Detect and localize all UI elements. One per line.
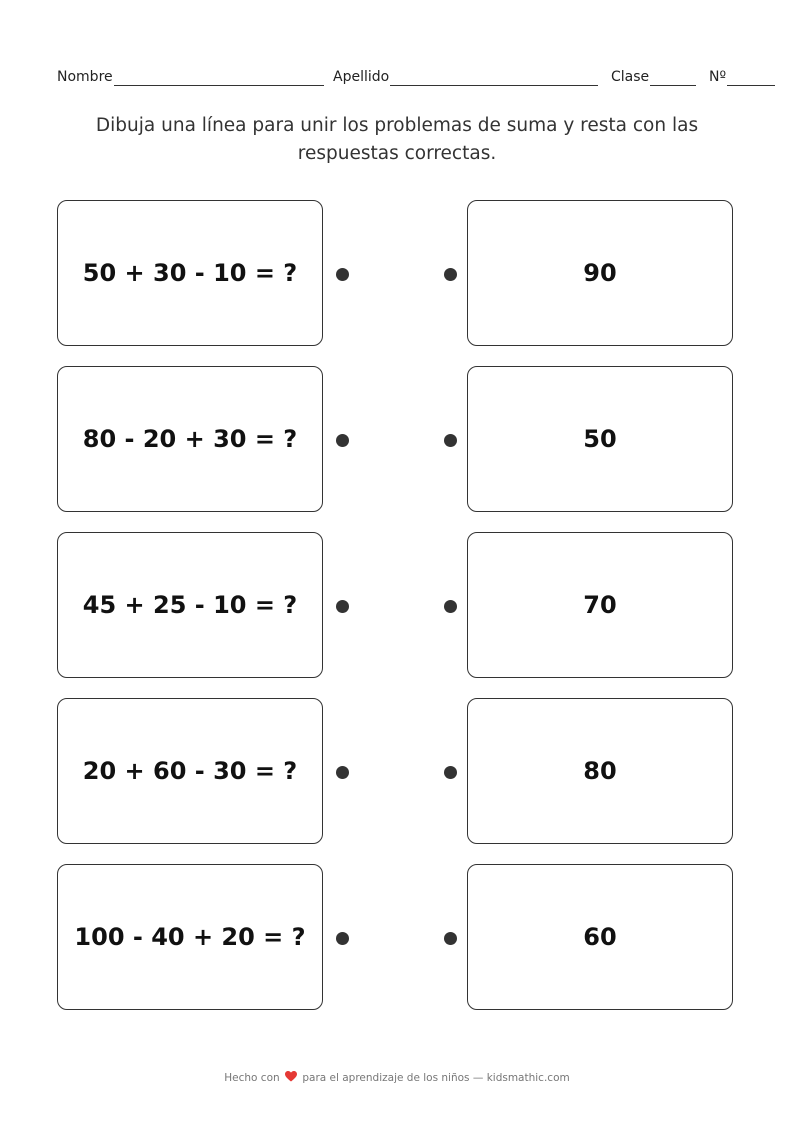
answer-dot[interactable] bbox=[444, 932, 457, 945]
number-label: Nº bbox=[709, 69, 727, 85]
footer-text-before: Hecho con bbox=[224, 1072, 280, 1084]
surname-label: Apellido bbox=[333, 69, 390, 85]
answer-card bbox=[467, 864, 733, 1010]
problem-dot[interactable] bbox=[336, 268, 349, 281]
surname-line[interactable] bbox=[390, 71, 598, 86]
answer-dot[interactable] bbox=[444, 766, 457, 779]
problem-card bbox=[57, 864, 323, 1010]
problem-card bbox=[57, 698, 323, 844]
answer-dot[interactable] bbox=[444, 268, 457, 281]
answer-card bbox=[467, 698, 733, 844]
class-line[interactable] bbox=[650, 71, 696, 86]
number-field bbox=[709, 68, 775, 86]
problem-card bbox=[57, 200, 323, 346]
heart-icon bbox=[285, 1071, 297, 1082]
problem-dot[interactable] bbox=[336, 766, 349, 779]
class-label: Clase bbox=[611, 69, 650, 85]
name-field bbox=[57, 68, 324, 86]
footer-text-after: para el aprendizaje de los niños — kidsmathic.com bbox=[302, 1072, 570, 1084]
answer-card bbox=[467, 200, 733, 346]
answer-text: 50 bbox=[583, 425, 617, 453]
number-line[interactable] bbox=[727, 71, 775, 86]
surname-field bbox=[333, 68, 598, 86]
name-line[interactable] bbox=[114, 71, 324, 86]
answer-text: 90 bbox=[583, 259, 617, 287]
problem-dot[interactable] bbox=[336, 434, 349, 447]
problem-text: 80 - 20 + 30 = ? bbox=[82, 425, 298, 453]
answer-card bbox=[467, 532, 733, 678]
instructions: Dibuja una línea para unir los problemas de suma y resta con las respuestas correctas. bbox=[95, 115, 699, 164]
answer-text: 80 bbox=[583, 757, 617, 785]
footer bbox=[0, 1071, 794, 1084]
answer-text: 70 bbox=[583, 591, 617, 619]
answer-dot[interactable] bbox=[444, 434, 457, 447]
name-label: Nombre bbox=[57, 69, 113, 85]
student-info-header bbox=[57, 68, 777, 88]
answer-card bbox=[467, 366, 733, 512]
problem-card bbox=[57, 366, 323, 512]
problem-card bbox=[57, 532, 323, 678]
class-field bbox=[611, 68, 696, 86]
answer-text: 60 bbox=[583, 923, 617, 951]
problem-dot[interactable] bbox=[336, 932, 349, 945]
answer-dot[interactable] bbox=[444, 600, 457, 613]
problem-text: 100 - 40 + 20 = ? bbox=[74, 923, 306, 951]
problem-text: 45 + 25 - 10 = ? bbox=[82, 591, 298, 619]
problem-dot[interactable] bbox=[336, 600, 349, 613]
problem-text: 50 + 30 - 10 = ? bbox=[82, 259, 298, 287]
problem-text: 20 + 60 - 30 = ? bbox=[82, 757, 298, 785]
